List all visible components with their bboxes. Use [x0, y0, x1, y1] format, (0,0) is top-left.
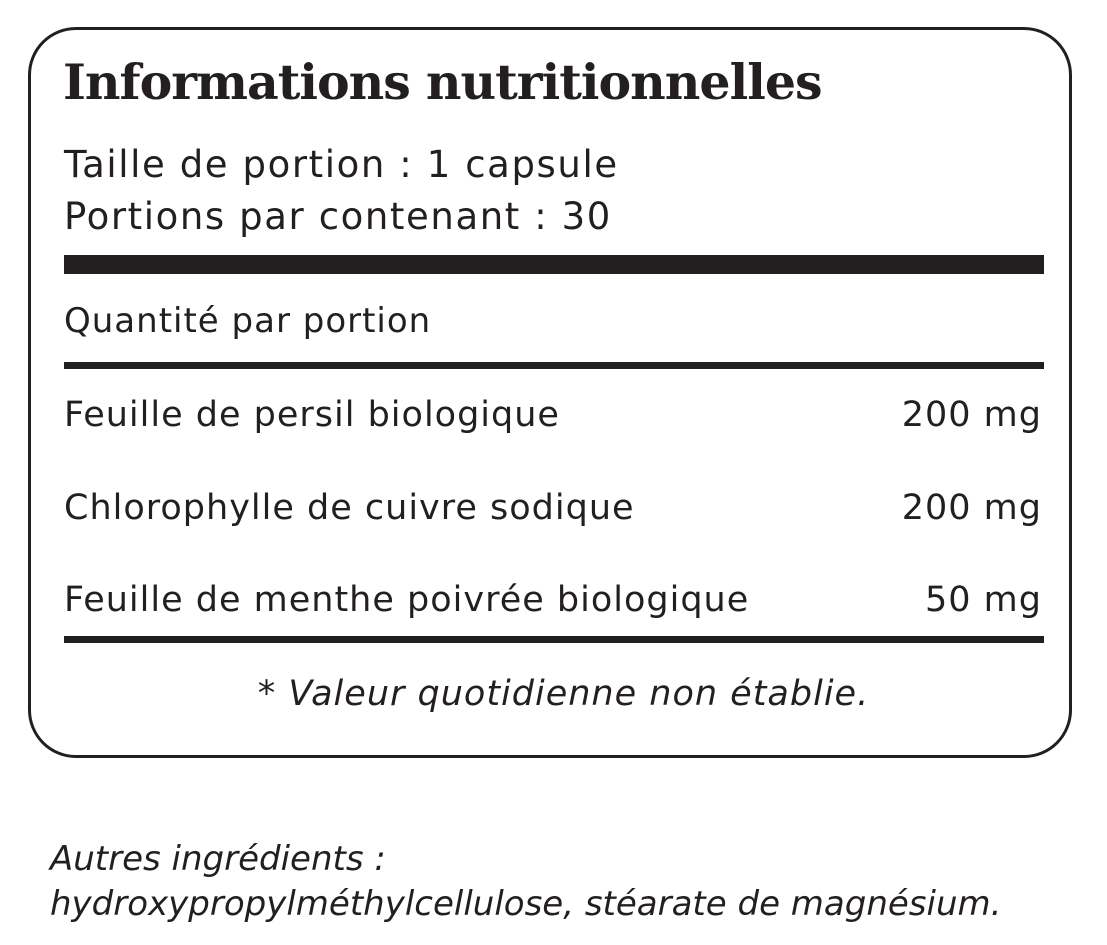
daily-value-footnote: * Valeur quotidienne non établie.	[257, 674, 870, 714]
medium-divider-top	[64, 362, 1044, 369]
ingredient-row	[64, 393, 1042, 437]
other-ingredients-list: hydroxypropylméthylcellulose, stéarate de magnésium.	[50, 884, 1002, 924]
ingredient-row	[64, 486, 1042, 530]
ingredient-name: Chlorophylle de cuivre sodique	[64, 488, 635, 528]
ingredient-amount: 50 mg	[925, 580, 1042, 620]
ingredient-amount: 200 mg	[901, 395, 1042, 435]
ingredient-name: Feuille de menthe poivrée biologique	[64, 580, 750, 620]
ingredient-row	[64, 578, 1042, 622]
medium-divider-bottom	[64, 636, 1044, 643]
ingredient-amount: 200 mg	[901, 488, 1042, 528]
thick-divider	[64, 255, 1044, 274]
serving-size: Taille de portion : 1 capsule	[64, 143, 619, 186]
ingredient-name: Feuille de persil biologique	[64, 395, 560, 435]
panel-title: Informations nutritionnelles	[63, 53, 822, 111]
servings-per-container: Portions par contenant : 30	[64, 195, 612, 238]
amount-per-serving-label: Quantité par portion	[64, 301, 432, 341]
other-ingredients-label: Autres ingrédients :	[50, 839, 386, 879]
